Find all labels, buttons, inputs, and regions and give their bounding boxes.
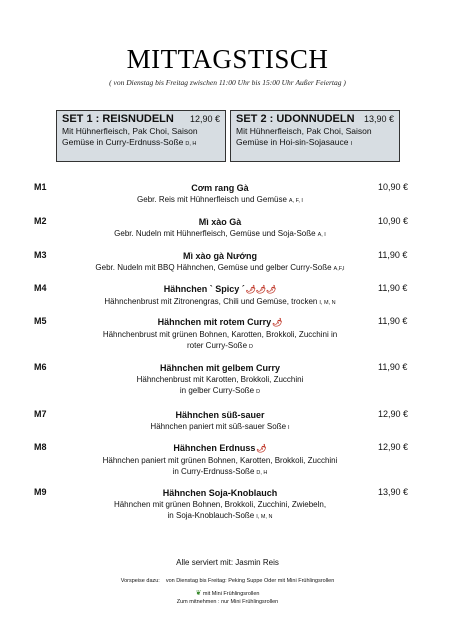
item-number: M3	[34, 250, 47, 260]
item-number: M9	[34, 487, 47, 497]
allergen-codes: I, M, N	[256, 514, 273, 520]
set-2-box	[230, 110, 400, 162]
set-desc: Mit Hühnerfleisch, Pak Choi, Saison	[236, 126, 372, 136]
item-number: M1	[34, 182, 47, 192]
item-desc: Gebr. Reis mit Hühnerfleisch und Gemüse	[137, 195, 287, 204]
allergen-codes: I	[350, 141, 352, 147]
allergen-codes: D	[256, 389, 261, 395]
item-name: Hähnchen süß-sauer	[175, 410, 265, 420]
chili-icon: 🌶🌶🌶	[245, 285, 277, 294]
veg-note	[0, 589, 455, 597]
item-price: 11,90 €	[378, 316, 408, 326]
veg-text: mit Mini Frühlingsrollen	[202, 591, 260, 597]
set-1-box	[56, 110, 226, 162]
chili-icon: 🌶	[272, 318, 283, 327]
starter-label: Vorspeise dazu:	[120, 578, 160, 584]
item-price: 11,90 €	[378, 283, 408, 293]
item-desc: Hähnchen paniert mit süß-sauer Soße	[150, 422, 287, 431]
set-price: 13,90 €	[363, 114, 394, 124]
item-price: 10,90 €	[378, 216, 409, 226]
allergen-codes: D	[249, 344, 253, 350]
page-subtitle: ( von Dienstag bis Freitag zwischen 11:00 Uhr bis 15:00 Uhr Außer Feiertag )	[109, 78, 346, 87]
item-name: Hähnchen Erdnuss	[173, 443, 256, 453]
set-desc: Gemüse in Curry-Erdnuss-Soße	[62, 137, 184, 147]
item-name: Cơm rang Gà	[191, 183, 249, 193]
item-number: M7	[34, 409, 47, 419]
page-title: MITTAGSTISCH	[126, 44, 329, 74]
allergen-codes: A, F, I	[288, 198, 303, 204]
allergen-codes: A,F,I	[333, 266, 345, 272]
allergen-codes: D, H	[185, 141, 197, 147]
item-desc: in Soja-Knoblauch-Soße	[167, 511, 255, 520]
set-menu-row	[56, 110, 400, 162]
item-name: Hähnchen Soja-Knoblauch	[162, 488, 278, 498]
item-desc: Gebr. Nudeln mit Hühnerfleisch, Gemüse und Soja-Soße	[114, 229, 316, 238]
item-name: Hähnchen mit rotem Curry	[157, 317, 272, 327]
item-price: 12,90 €	[378, 409, 409, 419]
item-name: Hähnchen ` Spicy ´	[163, 284, 245, 294]
item-number: M8	[34, 442, 47, 452]
set-desc: Mit Hühnerfleisch, Pak Choi, Saison	[62, 126, 198, 136]
starter-text: von Dienstag bis Freitag: Peking Suppe Oder mit Mini Frühlingsrollen	[165, 578, 335, 584]
served-with-note: Alle serviert mit: Jasmin Reis	[176, 558, 279, 567]
takeaway-note: Zum mitnehmen : nur Mini Frühlingsrollen	[176, 599, 279, 605]
item-desc: in gelber Curry-Soße	[179, 386, 255, 395]
allergen-codes: I	[288, 425, 290, 431]
item-price: 11,90 €	[378, 362, 408, 372]
starter-note	[0, 578, 455, 584]
item-number: M4	[34, 283, 47, 293]
item-number: M5	[34, 316, 47, 326]
set-desc: Gemüse in Hoi-sin-Sojasauce	[236, 137, 349, 147]
item-desc: roter Curry-Soße	[187, 341, 248, 350]
item-price: 12,90 €	[378, 442, 409, 452]
item-price: 10,90 €	[378, 182, 409, 192]
leaf-icon: ❦	[195, 590, 202, 597]
item-price: 11,90 €	[378, 250, 408, 260]
item-number: M2	[34, 216, 47, 226]
item-desc: Hähnchen mit grünen Bohnen, Brokkoli, Zucchini, Zwiebeln,	[113, 500, 327, 509]
item-name: Mì xào gà Nướng	[183, 251, 257, 261]
item-name: Mì xào Gà	[198, 217, 242, 227]
allergen-codes: I, M, N	[319, 300, 336, 306]
allergen-codes: A, I	[317, 232, 326, 238]
item-name: Hähnchen mit gelbem Curry	[159, 363, 281, 373]
item-desc: in Curry-Erdnuss-Soße	[172, 467, 255, 476]
item-price: 13,90 €	[378, 487, 409, 497]
item-desc: Hähnchen paniert mit grünen Bohnen, Karotten, Brokkoli, Zucchini	[102, 456, 338, 465]
item-desc: Hähnchenbrust mit Zitronengras, Chili und Gemüse, trocken	[104, 297, 318, 306]
chili-icon: 🌶	[256, 444, 267, 453]
item-number: M6	[34, 362, 47, 372]
item-desc: Hähnchenbrust mit grünen Bohnen, Karotten, Brokkoli, Zucchini in	[102, 330, 338, 339]
set-name: SET 2 : UDONNUDELN	[236, 113, 355, 125]
set-name: SET 1 : REISNUDELN	[62, 113, 174, 125]
set-price: 12,90 €	[189, 114, 220, 124]
item-desc: Gebr. Nudeln mit BBQ Hähnchen, Gemüse und gelber Curry-Soße	[95, 263, 332, 272]
allergen-codes: D, H	[256, 470, 268, 476]
item-desc: Hähnchenbrust mit Karotten, Brokkoli, Zucchini	[136, 375, 304, 384]
